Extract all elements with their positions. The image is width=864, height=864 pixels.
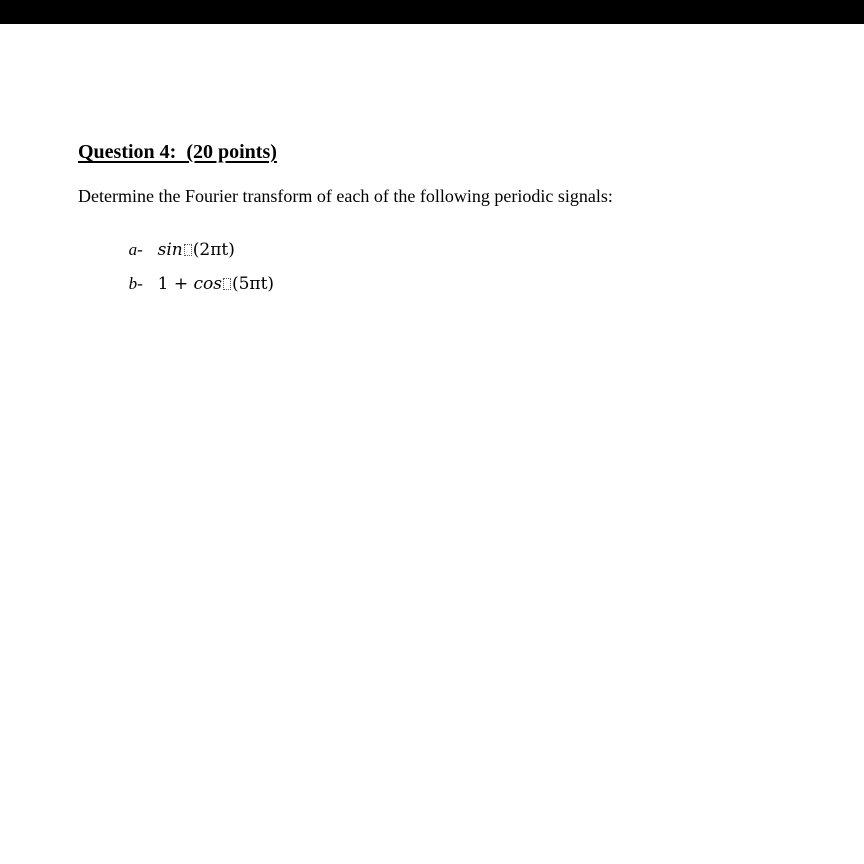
missing-glyph-box	[223, 278, 231, 290]
item-marker: b-	[128, 274, 143, 293]
question-prompt: Determine the Fourier transform of each of the following periodic signals:	[78, 186, 613, 206]
function-name: sin	[157, 240, 183, 260]
item-marker: a-	[128, 240, 143, 259]
expr-prefix: 1 +	[157, 274, 194, 294]
function-argument: (5πt)	[231, 274, 275, 294]
function-name: cos	[193, 274, 222, 294]
document-page	[0, 24, 864, 864]
top-black-bar	[0, 0, 864, 24]
list-item-b	[107, 254, 274, 314]
question-title: Question 4: (20 points)	[78, 141, 277, 163]
function-argument: (2πt)	[192, 240, 235, 260]
math-expression	[158, 274, 274, 294]
